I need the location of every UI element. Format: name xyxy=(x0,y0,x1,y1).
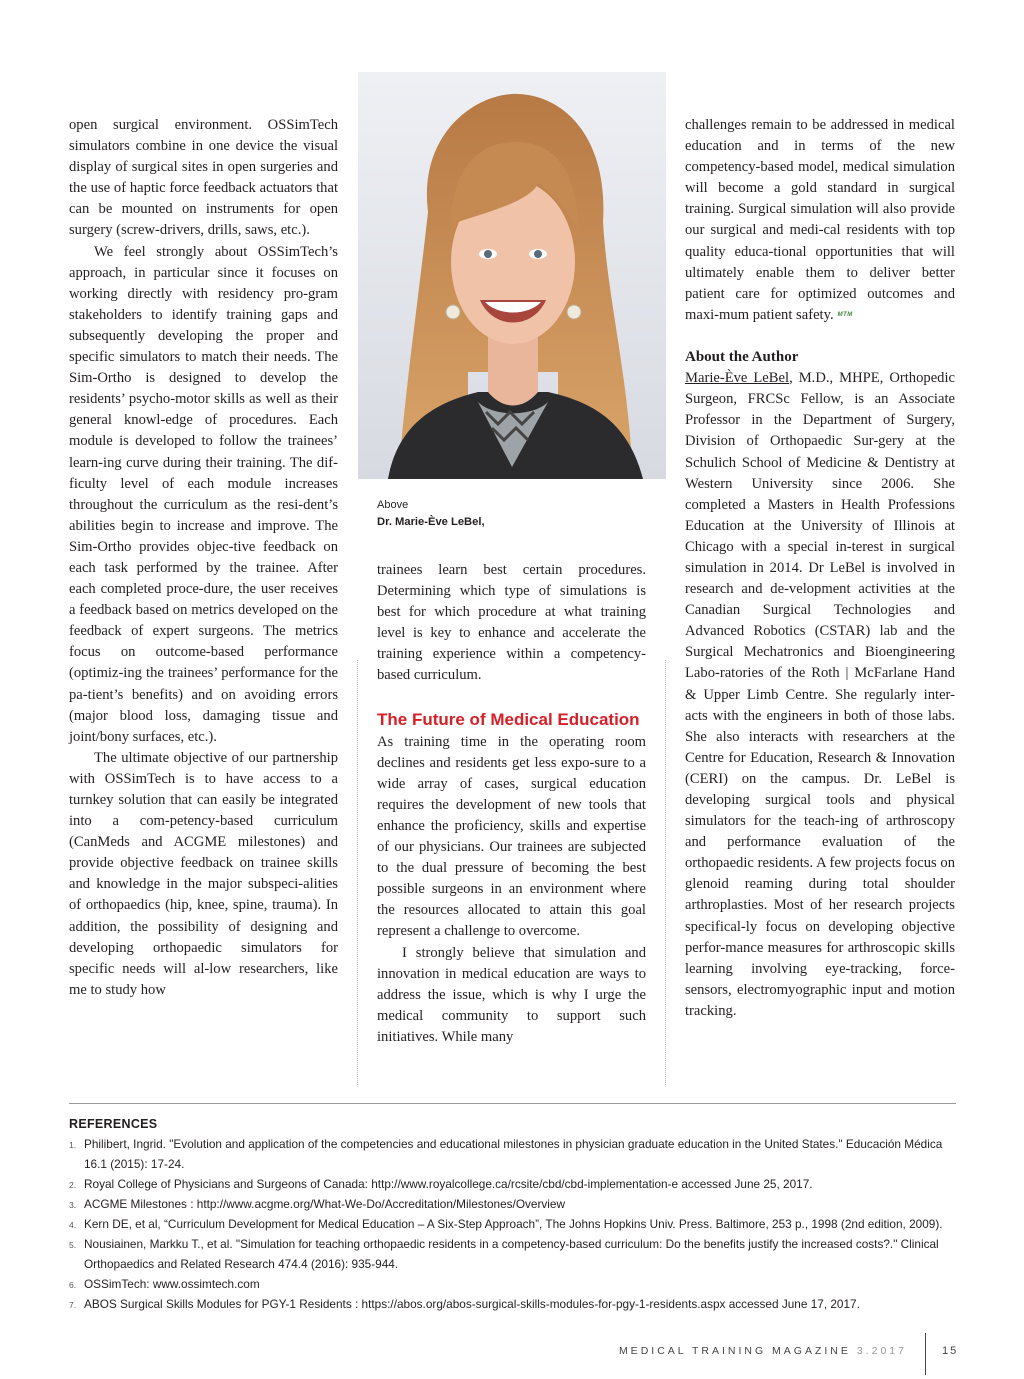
issue-number: 3.2017 xyxy=(856,1345,907,1357)
footer-divider xyxy=(925,1333,926,1375)
references-divider xyxy=(69,1103,956,1104)
column-1-paragraph-1: open surgical environment. OSSimTech simulators combine in one device the visual display of surgical sites in open surgeries and the use of haptic force feedback actuators that can be mounted on instruments for open surgery (screw-drivers, drills, saws, etc.). xyxy=(69,117,338,239)
column-divider xyxy=(357,660,358,1085)
reference-item xyxy=(69,1234,956,1274)
reference-text: Kern DE, et al, “Curriculum Development for Medical Education – A Six-Step Approach”, The Johns Hopkins Univ. Press. Baltimore, 253 p., 1998 (2nd edition, 2009). xyxy=(84,1217,943,1231)
author-bio xyxy=(685,368,955,1022)
about-author-heading: About the Author xyxy=(685,349,799,366)
column-2-paragraph-2: As training time in the operating room declines and residents get less expo-sure to a wide array of cases, surgical education requires the development of new tools that enhance the proficiency, skills and expertise of our physicians. Our trainees are subjected to the dual pressure of becoming the best possible surgeons in an environment where the resources allocated to attain this goal represent a challenge to overcome. xyxy=(377,733,646,940)
reference-item xyxy=(69,1174,956,1194)
reference-text: OSSimTech: www.ossimtech.com xyxy=(84,1277,260,1291)
reference-item xyxy=(69,1194,956,1214)
author-photo xyxy=(358,72,666,479)
reference-text: ACGME Milestones : http://www.acgme.org/What-We-Do/Accreditation/Milestones/Overview xyxy=(84,1197,565,1211)
reference-item xyxy=(69,1294,956,1314)
column-2-paragraph-1: trainees learn best certain procedures. Determining which type of simulations is best for which procedure at what training level is key to enhance and accelerate the training experience within a competency-based curriculum. xyxy=(377,562,646,684)
reference-text: Philibert, Ingrid. "Evolution and application of the competencies and educational milestones in physician graduate education in the United States." Educación Médica 16.1 (2015): 17-24. xyxy=(84,1137,943,1171)
references-list xyxy=(69,1134,956,1314)
reference-item xyxy=(69,1274,956,1294)
page-number: 15 xyxy=(942,1345,959,1357)
column-2-paragraph-3: I strongly believe that simulation and innovation in medical education are ways to address the issue, which is why I urge the medical community to support such initiatives. While many xyxy=(377,944,646,1045)
magazine-name xyxy=(619,1345,907,1357)
column-1-paragraph-2: We feel strongly about OSSimTech’s approach, in particular since it focuses on working directly with residency pro-gram stakeholders to identify training gaps and subsequently developing the proper and specific simulators to match their needs. The Sim-Ortho is designed to develop the residents’ psycho-motor skills as well as their general knowl-edge of procedures. Each module is developed to follow the trainees’ learn-ing curve during their training. The dif-ficulty level of each module increases throughout the curriculum as the resi-dent’s abilities begin to increase and improve. The Sim-Ortho provides objec-tive feedback on each task performed by the trainee. After each completed proce-dure, the user receives a feedback based on metrics developed on the feedback of expert surgeons. The metrics focus on outcome-based performance (optimiz-ing the trainees’ performance for the pa-tient’s benefits) and on avoiding errors (major blood loss, damaging tissue and joint/bony surfaces, etc.). xyxy=(69,243,338,745)
reference-number: 2. xyxy=(69,1180,77,1190)
page-footer xyxy=(0,1345,1024,1365)
reference-number: 3. xyxy=(69,1200,77,1210)
magazine-title: MEDICAL TRAINING MAGAZINE xyxy=(618,1345,851,1357)
reference-number: 1. xyxy=(69,1140,77,1150)
column-3 xyxy=(685,115,955,1022)
author-name: Marie-Ève LeBel xyxy=(685,370,790,387)
reference-text: Royal College of Physicians and Surgeons of Canada: http://www.royalcollege.ca/rcsite/cbd/cbd-implementation-e accessed June 25, 2017. xyxy=(84,1177,813,1191)
column-1 xyxy=(69,115,338,1001)
column-divider xyxy=(665,660,666,1085)
mtm-end-mark: MTM xyxy=(837,311,853,318)
section-heading: The Future of Medical Education xyxy=(377,709,640,729)
references xyxy=(69,1114,956,1314)
author-bio-text: , M.D., MHPE, Orthopedic Surgeon, FRCSc Fellow, is an Associate Professor in the Department of Surgery, Division of Orthopaedic Sur-gery at the Schulich School of Medicine & Dentistry at Western University since 2006. She completed a Masters in Health Professions Education at the University of Illinois at Chicago with a special in-terest in surgical simulation in 2014. Dr LeBel is involved in research and de-velopment activities at the Canadian Surgical Technologies and Advanced Robotics (CSTAR) lab and the Surgical Mechatronics and Bioengineering Labo-ratories of the Roth | McFarlane Hand & Upper Limb Centre. She regularly inter-acts with the engineers in both of those labs. She also interacts with researchers at the Centre for Education, Research & Innovation (CERI) on the campus. Dr. LeBel is developing surgical tools and physical simulators for the teach-ing of arthroscopy and performance evaluation of the orthopaedic residents. A few projects focus on glenoid reaming during total shoulder arthroplasties. Most of her research projects specifical-ly focus on developing objective perfor-mance measures for arthroscopic skills learning involving eye-tracking, force-sensors, electromyographic input and motion tracking. xyxy=(685,370,956,1019)
reference-text: ABOS Surgical Skills Modules for PGY-1 Residents : https://abos.org/abos-surgical-skills-modules-for-pgy-1-residents.aspx accessed June 17, 2017. xyxy=(84,1297,860,1311)
reference-number: 7. xyxy=(69,1300,77,1310)
caption-label: Above xyxy=(377,499,409,511)
caption-name: Dr. Marie-Ève LeBel, xyxy=(377,516,485,528)
reference-item xyxy=(69,1134,956,1174)
column-2 xyxy=(377,560,646,1048)
column-3-paragraph-1 xyxy=(685,115,955,326)
reference-number: 5. xyxy=(69,1240,77,1250)
author-portrait-image xyxy=(358,72,666,479)
references-title: REFERENCES xyxy=(69,1117,158,1131)
column-3-paragraph-1-text: challenges remain to be addressed in medical education and in terms of the new competency-based model, medical simulation will become a gold standard in surgical training. Surgical simulation will also provide our surgical and medi-cal residents with top quality educa-tional opportunities that will ultimately enable them to deliver better patient care for optimized outcomes and maxi-mum patient safety. xyxy=(685,117,955,323)
reference-number: 4. xyxy=(69,1220,77,1230)
reference-text: Nousiainen, Markku T., et al. "Simulation for teaching orthopaedic residents in a competency-based curriculum: Do the benefits justify the increased costs?." Clinical Orthopaedics and Related Research 474.4 (2016): 935-944. xyxy=(84,1237,939,1271)
reference-item xyxy=(69,1214,956,1234)
photo-caption xyxy=(377,497,637,531)
column-1-paragraph-3: The ultimate objective of our partnership with OSSimTech is to have access to a turnkey solution that can easily be integrated into a com-petency-based curriculum (CanMeds and ACGME milestones) and provide objective feedback on trainee skills and knowledge in the major subspeci-alities of orthopaedics (hip, knee, spine, trauma). In addition, the possibility of designing and developing orthopaedic simulators for specific needs will al-low researchers, like me to study how xyxy=(69,749,338,998)
reference-number: 6. xyxy=(69,1280,77,1290)
